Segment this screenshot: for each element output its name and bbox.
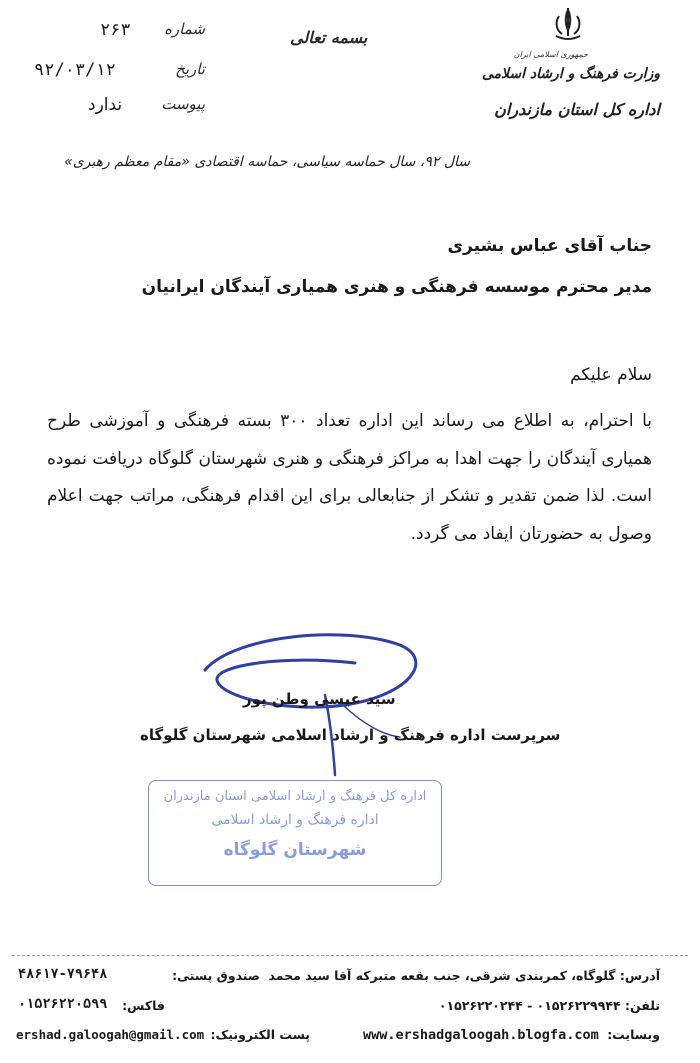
footer-website-label: وبسایت: xyxy=(607,1027,660,1042)
footer-fax-label: فاکس: xyxy=(122,998,165,1013)
letter-number-value: ۲۶۳ xyxy=(100,20,131,40)
directorate-name: اداره کل استان مازندران xyxy=(494,100,660,119)
signatory-name: سید عیسی وطن پور xyxy=(243,690,396,708)
letter-date-label: تاریخ xyxy=(175,60,205,78)
year-slogan: سال ۹۲، سال حماسه سیاسی، حماسه اقتصادی «مقام معظم رهبری» xyxy=(64,154,470,170)
footer-fax: ۰۱۵۲۶۲۲۰۵۹۹ xyxy=(18,996,108,1012)
footer-phone: تلفن: ۰۱۵۲۶۲۲۹۹۴۴ - ۰۱۵۲۶۲۲۰۲۴۴ xyxy=(438,998,660,1013)
footer-pobox: ۴۸۶۱۷-۷۹۶۴۸ xyxy=(18,966,108,982)
letter-date-row xyxy=(30,60,205,86)
greeting: سلام علیکم xyxy=(570,365,652,385)
footer-pobox-label: صندوق پستی: xyxy=(172,968,260,983)
letter-body: با احترام، به اطلاع می رساند این اداره تعداد ۳۰۰ بسته فرهنگی و آموزشی طرح همیاری آیندگان را جهت اهدا به مراکز فرهنگی و هنری شهرستان گلوگاه دریافت نموده است. لذا ضمن تقدیر و تشکر از جنابعالی برای این اقدام فرهنگی، مراتب جهت اعلام وصول به حضورتان ایفاد می گردد. xyxy=(47,411,652,544)
attachment-value: ندارد xyxy=(88,95,123,115)
stamp-line-3: شهرستان گلوگاه xyxy=(223,840,367,860)
ministry-name: وزارت فرهنگ و ارشاد اسلامی xyxy=(481,66,660,82)
footer-divider xyxy=(12,955,688,956)
letter-number-label: شماره xyxy=(164,20,205,38)
attachment-row xyxy=(30,95,205,121)
footer-website: www.ershadgaloogah.blogfa.com xyxy=(363,1027,599,1043)
signatory-title: سرپرست اداره فرهنگ و ارشاد اسلامی شهرستان گلوگاه xyxy=(140,726,561,744)
office-stamp xyxy=(148,780,442,886)
bismillah-heading: بسمه تعالی xyxy=(290,28,368,47)
footer-email: ershad.galoogah@gmail.com xyxy=(16,1027,205,1042)
attachment-label: پیوست xyxy=(161,95,205,113)
stamp-line-1: اداره کل فرهنگ و ارشاد اسلامی استان مازندران xyxy=(163,789,427,804)
letter-date-value: ۹۲/۰۳/۱۲ xyxy=(34,60,116,80)
footer-email-label: پست الکترونیک: xyxy=(210,1027,310,1042)
stamp-line-2: اداره فرهنگ و ارشاد اسلامی xyxy=(211,812,379,828)
recipient-name: جناب آقای عباس بشیری xyxy=(447,236,652,256)
emblem-caption: جمهوری اسلامی ایران xyxy=(513,50,588,59)
footer-address: آدرس: گلوگاه، کمربندی شرقی، جنب بقعه متبرکه آقا سید محمد xyxy=(268,968,660,983)
letter-number-row xyxy=(30,20,205,46)
recipient-position: مدیر محترم موسسه فرهنگی و هنری همیاری آیندگان ایرانیان xyxy=(141,277,652,297)
iran-emblem-icon xyxy=(548,6,588,50)
